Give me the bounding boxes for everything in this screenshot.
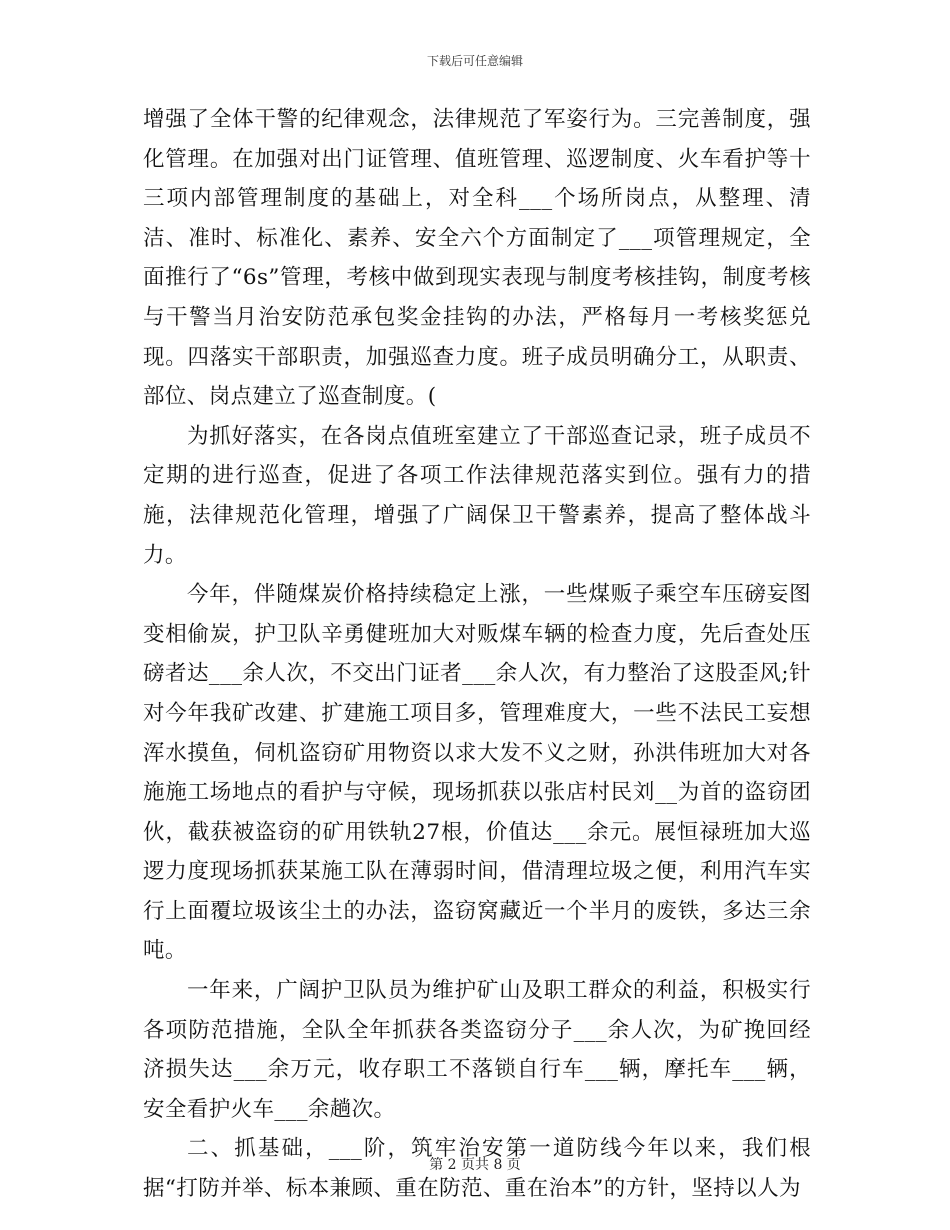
paragraph-3: 今年，伴随煤炭价格持续稳定上涨，一些煤贩子乘空车压磅妄图变相偷炭，护卫队辛勇健班加大对贩煤车辆的检查力度，先后查处压磅者达___余人次，不交出门证者___余人次，有力整治了这股歪风;针对今年我矿改建、扩建施工项目多，管理难度大，一些不法民工妄想浑水摸鱼，伺机盗窃矿用物资以求大发不义之财，孙洪伟班加大对各施施工场地点的看护与守候，现场抓获以张店村民刘__为首的盗窃团伙，截获被盗窃的矿用铁轨27根，价值达___余元。展恒禄班加大巡逻力度现场抓获某施工队在薄弱时间，借清理垃圾之便，利用汽车实行上面覆垃圾该尘土的办法，盗窃窝藏近一个半月的废铁，多达三余吨。 [143, 582, 811, 964]
paragraph-4: 一年来，广阔护卫队员为维护矿山及职工群众的利益，积极实行各项防范措施，全队全年抓获各类盗窃分子___余人次，为矿挽回经济损失达___余万元，收存职工不落锁自行车___辆，摩托车___辆，安全看护火车___余趟次。 [143, 978, 811, 1122]
paragraph-5: 二、抓基础，___阶，筑牢治安第一道防线今年以来，我们根据“打防并举、标本兼顾、重在防范、重在治本”的方针，坚持以人为 [143, 1136, 811, 1202]
paragraph-1: 增强了全体干警的纪律观念，法律规范了军姿行为。三完善制度，强化管理。在加强对出门证管理、值班管理、巡逻制度、火车看护等十三项内部管理制度的基础上，对全科___个场所岗点，从整理、清洁、准时、标准化、素养、安全六个方面制定了___项管理规定，全面推行了“6s”管理，考核中做到现实表现与制度考核挂钩，制度考核与干警当月治安防范承包奖金挂钩的办法，严格每月一考核奖惩兑现。四落实干部职责，加强巡查力度。班子成员明确分工，从职责、部位、岗点建立了巡查制度。( [143, 107, 811, 410]
paragraph-2: 为抓好落实，在各岗点值班室建立了干部巡查记录，班子成员不定期的进行巡查，促进了各项工作法律规范落实到位。强有力的措施，法律规范化管理，增强了广阔保卫干警素养，提高了整体战斗力。 [143, 423, 811, 568]
page-header: 下载后可任意编辑 [426, 54, 523, 68]
page-number-footer: 第 2 页共 8 页 [429, 1157, 521, 1173]
document-body [143, 100, 811, 1209]
